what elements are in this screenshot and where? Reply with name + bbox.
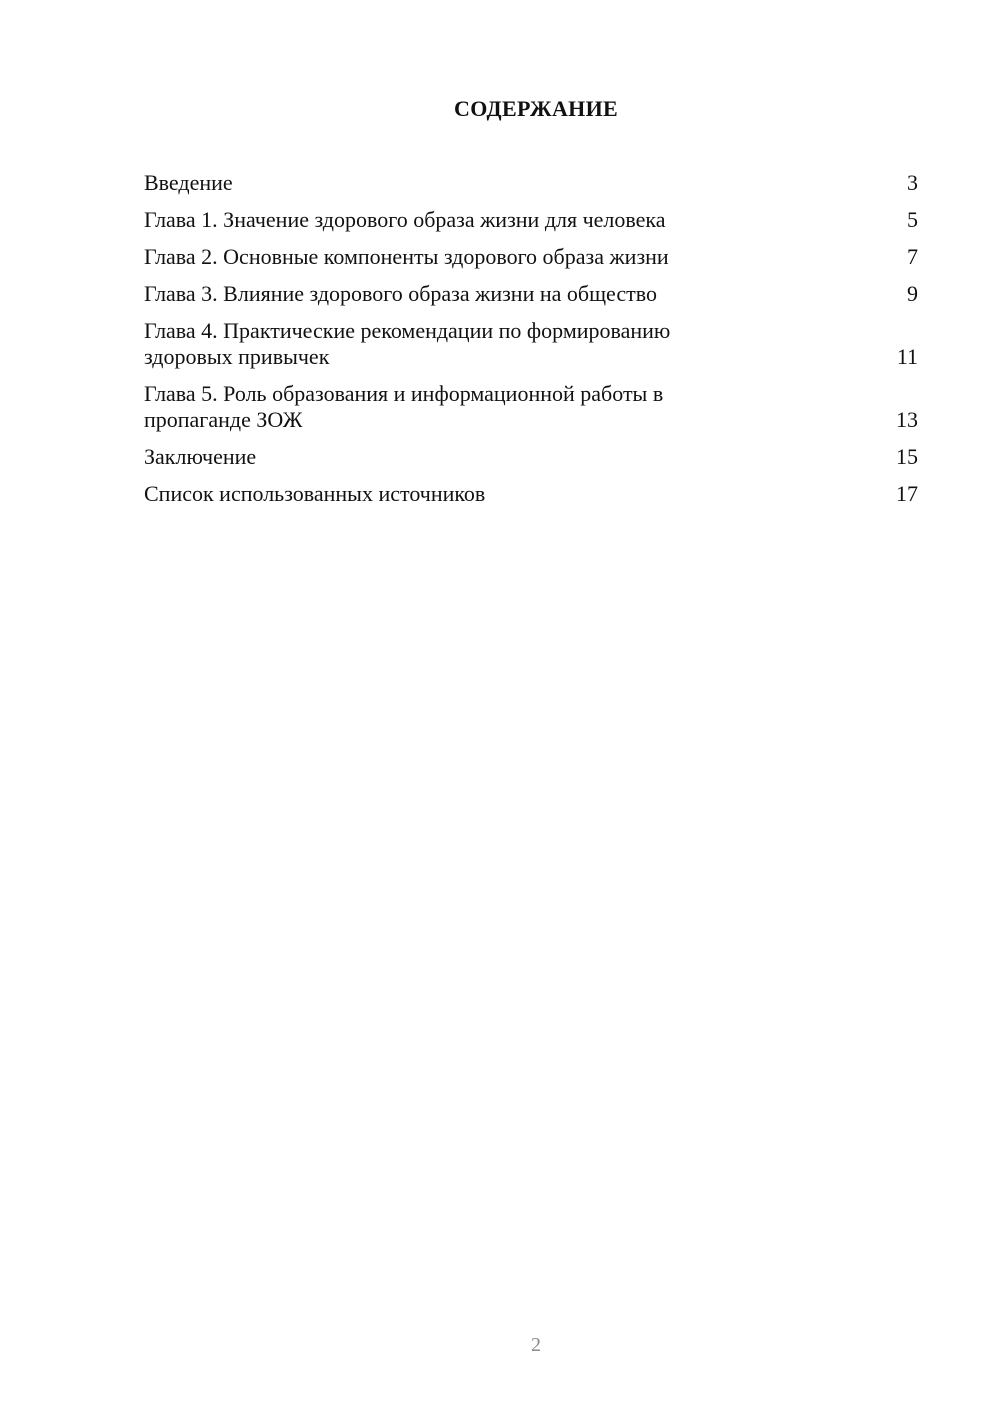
toc-entry-title: Глава 2. Основные компоненты здорового образа жизни xyxy=(144,244,669,269)
toc-entry-page-number: 13 xyxy=(896,407,918,432)
toc-entry xyxy=(144,244,918,270)
toc-entry-page-number: 17 xyxy=(896,481,918,506)
table-of-contents xyxy=(144,170,918,518)
toc-entry xyxy=(144,207,918,233)
toc-entry-title: Список использованных источников xyxy=(144,481,486,506)
toc-entry-page-number: 5 xyxy=(907,207,918,232)
toc-entry xyxy=(144,318,918,370)
toc-entry xyxy=(144,444,918,470)
toc-entry-page-number: 7 xyxy=(907,244,918,269)
toc-title: СОДЕРЖАНИЕ xyxy=(454,96,618,121)
toc-entry-title: Введение xyxy=(144,170,233,195)
toc-entry-title: Заключение xyxy=(144,444,257,469)
toc-entry-page-number: 9 xyxy=(907,281,918,306)
toc-entry-page-number: 11 xyxy=(896,344,918,369)
toc-entry-title: Глава 1. Значение здорового образа жизни для человека xyxy=(144,207,666,232)
toc-entry xyxy=(144,481,918,507)
toc-entry-title: Глава 5. Роль образования и информационной работы в пропаганде ЗОЖ xyxy=(144,381,664,432)
toc-entry-title: Глава 4. Практические рекомендации по формированию здоровых привычек xyxy=(144,318,671,369)
page-number: 2 xyxy=(531,1334,541,1356)
toc-entry-title: Глава 3. Влияние здорового образа жизни на общество xyxy=(144,281,657,306)
toc-entry xyxy=(144,170,918,196)
toc-entry xyxy=(144,381,918,433)
toc-entry-page-number: 15 xyxy=(896,444,918,469)
toc-entry xyxy=(144,281,918,307)
toc-entry-page-number: 3 xyxy=(907,170,918,195)
